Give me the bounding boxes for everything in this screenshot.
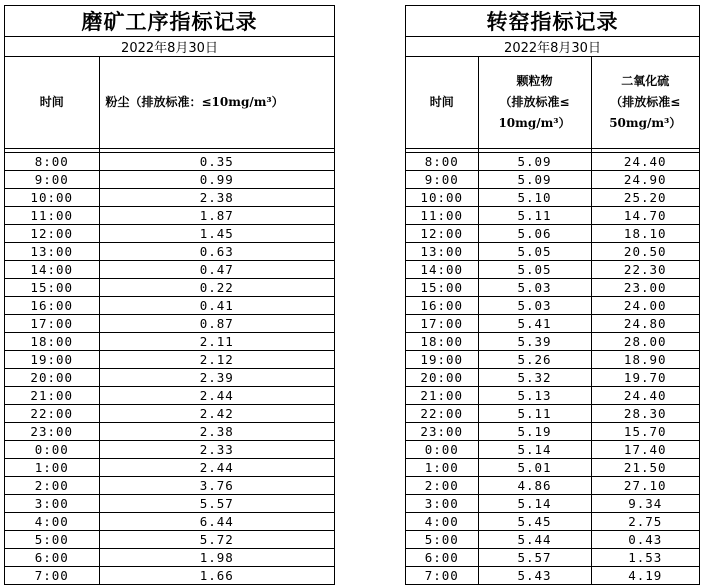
dust-cell: 2.42 <box>99 405 334 423</box>
dust-cell: 0.63 <box>99 243 334 261</box>
so2-cell: 18.10 <box>591 225 699 243</box>
dust-cell: 2.39 <box>99 369 334 387</box>
time-cell: 3:00 <box>5 495 99 513</box>
so2-cell: 22.30 <box>591 261 699 279</box>
time-cell: 15:00 <box>5 279 99 297</box>
table-row <box>5 441 334 459</box>
particulate-cell: 5.13 <box>478 387 591 405</box>
time-cell: 23:00 <box>5 423 99 441</box>
table-row <box>406 315 699 333</box>
time-cell: 6:00 <box>406 549 478 567</box>
particulate-cell: 5.01 <box>478 459 591 477</box>
dust-cell: 1.45 <box>99 225 334 243</box>
dust-cell: 1.66 <box>99 567 334 585</box>
table-row <box>5 333 334 351</box>
table-row <box>5 459 334 477</box>
time-cell: 0:00 <box>406 441 478 459</box>
time-cell: 5:00 <box>5 531 99 549</box>
time-cell: 14:00 <box>406 261 478 279</box>
time-cell: 14:00 <box>5 261 99 279</box>
table-row <box>406 189 699 207</box>
table-row <box>406 531 699 549</box>
time-cell: 20:00 <box>406 369 478 387</box>
time-cell: 8:00 <box>406 153 478 171</box>
time-cell: 12:00 <box>5 225 99 243</box>
so2-cell: 28.00 <box>591 333 699 351</box>
time-cell: 19:00 <box>5 351 99 369</box>
table-row <box>406 441 699 459</box>
time-cell: 18:00 <box>5 333 99 351</box>
table-row <box>5 387 334 405</box>
so2-cell: 25.20 <box>591 189 699 207</box>
time-cell: 21:00 <box>406 387 478 405</box>
header-so2: 二氧化硫 （排放标准≤ 50mg/m³） <box>591 57 699 149</box>
time-cell: 4:00 <box>406 513 478 531</box>
table-row <box>5 549 334 567</box>
particulate-cell: 5.11 <box>478 207 591 225</box>
dust-cell: 2.38 <box>99 423 334 441</box>
particulate-cell: 5.05 <box>478 261 591 279</box>
so2-cell: 0.43 <box>591 531 699 549</box>
time-cell: 17:00 <box>5 315 99 333</box>
table-row <box>406 495 699 513</box>
particulate-cell: 5.14 <box>478 495 591 513</box>
time-cell: 9:00 <box>406 171 478 189</box>
particulate-cell: 5.03 <box>478 297 591 315</box>
so2-cell: 1.53 <box>591 549 699 567</box>
table-row <box>5 423 334 441</box>
particulate-cell: 5.19 <box>478 423 591 441</box>
table-row <box>406 477 699 495</box>
table-row <box>5 351 334 369</box>
so2-cell: 23.00 <box>591 279 699 297</box>
dust-cell: 1.98 <box>99 549 334 567</box>
header-time: 时间 <box>406 57 478 149</box>
time-cell: 22:00 <box>5 405 99 423</box>
table-row <box>406 243 699 261</box>
dust-cell: 0.35 <box>99 153 334 171</box>
table-row <box>406 297 699 315</box>
so2-cell: 2.75 <box>591 513 699 531</box>
so2-cell: 19.70 <box>591 369 699 387</box>
particulate-cell: 5.11 <box>478 405 591 423</box>
time-cell: 21:00 <box>5 387 99 405</box>
table-row <box>406 153 699 171</box>
table-row <box>5 279 334 297</box>
table-row <box>5 207 334 225</box>
table-row <box>406 459 699 477</box>
time-cell: 2:00 <box>5 477 99 495</box>
so2-cell: 18.90 <box>591 351 699 369</box>
table-row <box>5 315 334 333</box>
time-cell: 22:00 <box>406 405 478 423</box>
particulate-cell: 5.44 <box>478 531 591 549</box>
dust-cell: 0.22 <box>99 279 334 297</box>
time-cell: 4:00 <box>5 513 99 531</box>
table-row <box>5 567 334 585</box>
table-row <box>5 369 334 387</box>
so2-cell: 24.00 <box>591 297 699 315</box>
so2-cell: 14.70 <box>591 207 699 225</box>
time-cell: 2:00 <box>406 477 478 495</box>
time-cell: 19:00 <box>406 351 478 369</box>
so2-cell: 4.19 <box>591 567 699 585</box>
time-cell: 1:00 <box>5 459 99 477</box>
particulate-cell: 5.39 <box>478 333 591 351</box>
table-row <box>5 513 334 531</box>
so2-cell: 15.70 <box>591 423 699 441</box>
particulate-cell: 5.14 <box>478 441 591 459</box>
particulate-cell: 5.05 <box>478 243 591 261</box>
time-cell: 7:00 <box>5 567 99 585</box>
time-cell: 17:00 <box>406 315 478 333</box>
header-dust: 粉尘（排放标准：≤10mg/m³） <box>99 57 334 149</box>
particulate-cell: 5.45 <box>478 513 591 531</box>
time-cell: 9:00 <box>5 171 99 189</box>
time-cell: 0:00 <box>5 441 99 459</box>
table-row <box>5 531 334 549</box>
dust-cell: 3.76 <box>99 477 334 495</box>
dust-cell: 0.99 <box>99 171 334 189</box>
so2-cell: 27.10 <box>591 477 699 495</box>
so2-cell: 20.50 <box>591 243 699 261</box>
time-cell: 3:00 <box>406 495 478 513</box>
table-row <box>406 225 699 243</box>
particulate-cell: 5.32 <box>478 369 591 387</box>
table-row <box>5 477 334 495</box>
time-cell: 18:00 <box>406 333 478 351</box>
particulate-cell: 5.06 <box>478 225 591 243</box>
particulate-cell: 5.57 <box>478 549 591 567</box>
dust-cell: 0.47 <box>99 261 334 279</box>
particulate-cell: 5.10 <box>478 189 591 207</box>
time-cell: 5:00 <box>406 531 478 549</box>
table-row <box>406 369 699 387</box>
table-row <box>406 333 699 351</box>
time-cell: 23:00 <box>406 423 478 441</box>
header-particulate: 颗粒物 （排放标准≤ 10mg/m³） <box>478 57 591 149</box>
time-cell: 1:00 <box>406 459 478 477</box>
table-row <box>406 423 699 441</box>
kiln-record-table <box>406 6 699 584</box>
table-row <box>406 513 699 531</box>
so2-cell: 21.50 <box>591 459 699 477</box>
particulate-cell: 5.03 <box>478 279 591 297</box>
kiln-table-title: 转窑指标记录 <box>406 6 699 37</box>
time-cell: 20:00 <box>5 369 99 387</box>
kiln-table-date: 2022年8月30日 <box>406 37 699 57</box>
table-row <box>5 189 334 207</box>
table-row <box>406 207 699 225</box>
time-cell: 13:00 <box>406 243 478 261</box>
so2-cell: 17.40 <box>591 441 699 459</box>
dust-cell: 2.38 <box>99 189 334 207</box>
dust-cell: 5.57 <box>99 495 334 513</box>
so2-cell: 24.40 <box>591 387 699 405</box>
time-cell: 15:00 <box>406 279 478 297</box>
dust-cell: 2.44 <box>99 387 334 405</box>
dust-cell: 2.11 <box>99 333 334 351</box>
so2-cell: 24.90 <box>591 171 699 189</box>
table-row <box>406 261 699 279</box>
dust-cell: 2.33 <box>99 441 334 459</box>
particulate-cell: 5.43 <box>478 567 591 585</box>
header-time: 时间 <box>5 57 99 149</box>
table-row <box>406 171 699 189</box>
table-row <box>406 279 699 297</box>
particulate-cell: 5.09 <box>478 153 591 171</box>
so2-cell: 24.40 <box>591 153 699 171</box>
dust-cell: 1.87 <box>99 207 334 225</box>
time-cell: 8:00 <box>5 153 99 171</box>
particulate-cell: 5.09 <box>478 171 591 189</box>
grinding-table-title: 磨矿工序指标记录 <box>5 6 334 37</box>
dust-cell: 0.87 <box>99 315 334 333</box>
table-row <box>5 297 334 315</box>
so2-cell: 9.34 <box>591 495 699 513</box>
table-row <box>5 171 334 189</box>
table-row <box>406 351 699 369</box>
time-cell: 16:00 <box>5 297 99 315</box>
dust-cell: 2.44 <box>99 459 334 477</box>
time-cell: 11:00 <box>406 207 478 225</box>
dust-cell: 6.44 <box>99 513 334 531</box>
kiln-record-panel <box>405 5 700 585</box>
particulate-cell: 5.26 <box>478 351 591 369</box>
grinding-table-date: 2022年8月30日 <box>5 37 334 57</box>
table-row <box>406 405 699 423</box>
time-cell: 12:00 <box>406 225 478 243</box>
table-row <box>5 405 334 423</box>
table-row <box>406 387 699 405</box>
so2-cell: 28.30 <box>591 405 699 423</box>
dust-cell: 2.12 <box>99 351 334 369</box>
time-cell: 10:00 <box>5 189 99 207</box>
particulate-cell: 4.86 <box>478 477 591 495</box>
table-row <box>5 495 334 513</box>
table-row <box>5 261 334 279</box>
time-cell: 7:00 <box>406 567 478 585</box>
table-row <box>5 243 334 261</box>
time-cell: 13:00 <box>5 243 99 261</box>
dust-cell: 5.72 <box>99 531 334 549</box>
table-row <box>406 549 699 567</box>
table-row <box>5 153 334 171</box>
grinding-record-table <box>5 6 334 584</box>
dust-cell: 0.41 <box>99 297 334 315</box>
grinding-record-panel <box>4 5 335 585</box>
time-cell: 10:00 <box>406 189 478 207</box>
time-cell: 11:00 <box>5 207 99 225</box>
table-row <box>5 225 334 243</box>
table-row <box>406 567 699 585</box>
time-cell: 16:00 <box>406 297 478 315</box>
particulate-cell: 5.41 <box>478 315 591 333</box>
time-cell: 6:00 <box>5 549 99 567</box>
so2-cell: 24.80 <box>591 315 699 333</box>
